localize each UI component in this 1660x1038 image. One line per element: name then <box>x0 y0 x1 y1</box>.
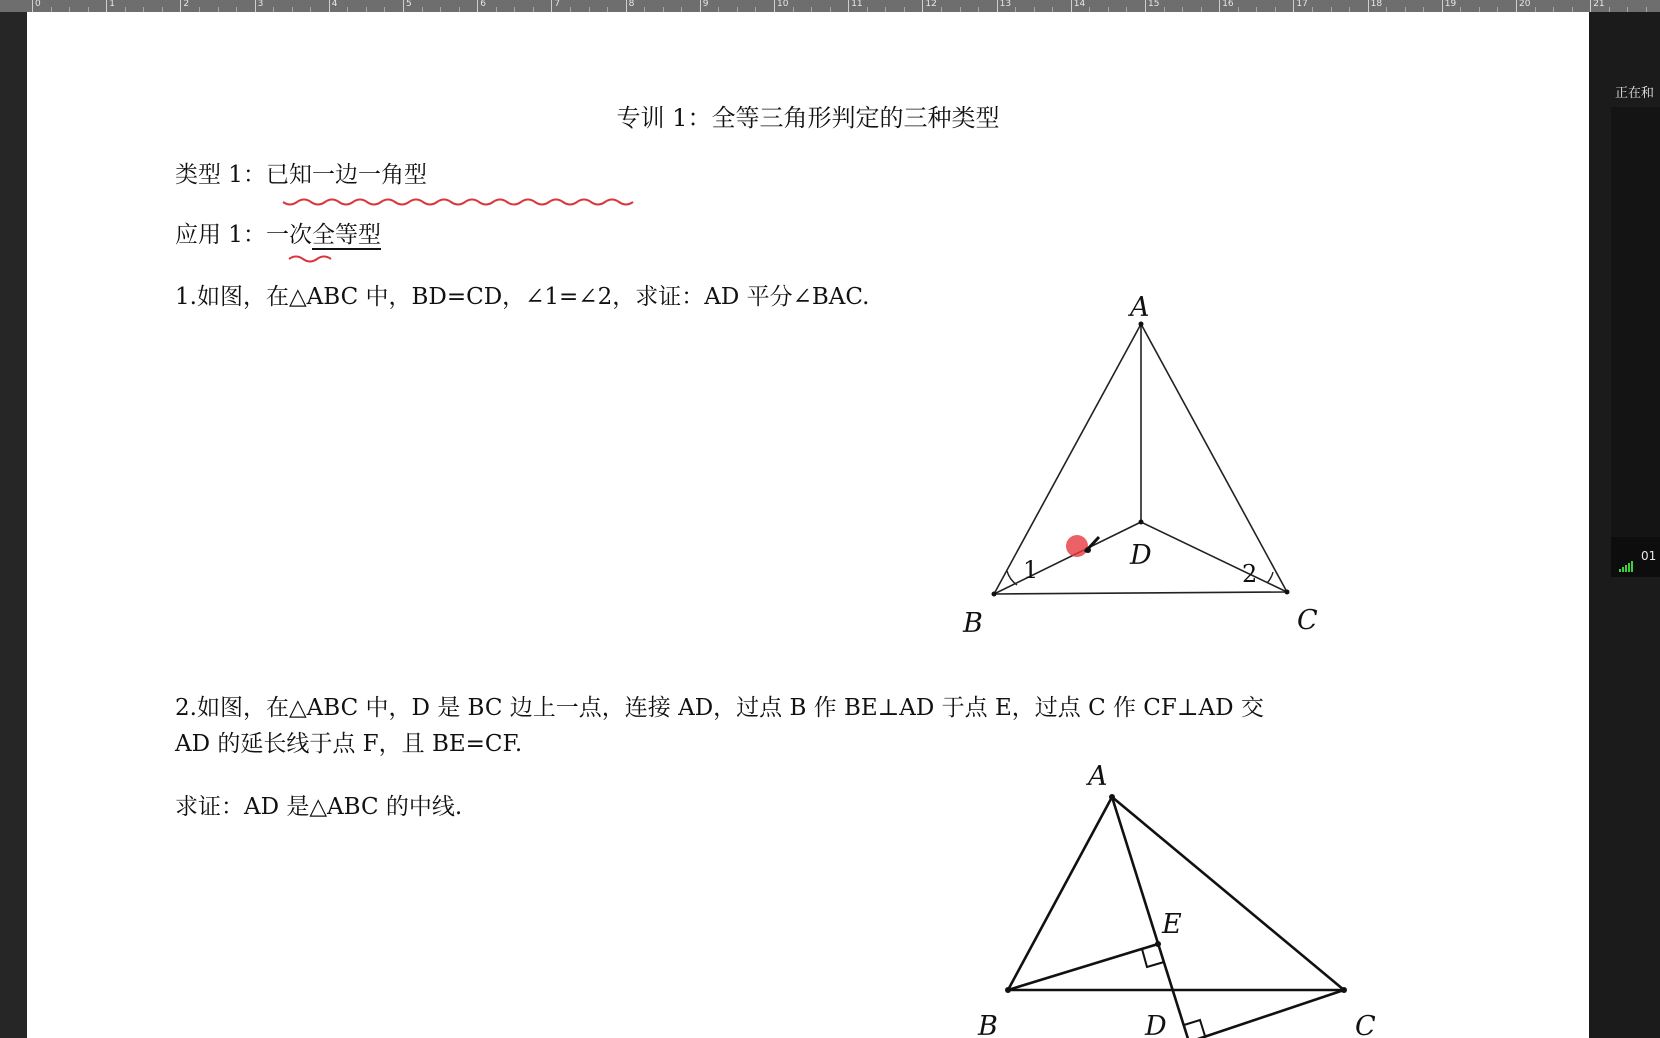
ruler-number: 18 <box>1370 0 1383 9</box>
document-title: 专训 1：全等三角形判定的三种类型 <box>616 104 1000 132</box>
left-margin <box>0 12 27 1038</box>
ruler-number: 9 <box>702 0 709 9</box>
ruler-number: 19 <box>1444 0 1457 9</box>
ruler-tick <box>551 0 552 12</box>
ruler-number: 20 <box>1519 0 1531 9</box>
problem2-line2: AD 的延长线于点 F，且 BE=CF. <box>175 731 523 757</box>
ruler-tick <box>997 0 998 12</box>
ruler-number: 5 <box>406 0 412 9</box>
ruler-tick <box>1293 0 1294 12</box>
segment2-AC <box>1112 797 1344 990</box>
segment-BC <box>994 592 1287 594</box>
ruler-tick <box>1145 0 1146 12</box>
ruler-number: 6 <box>480 0 486 9</box>
label2-A: A <box>1088 761 1108 792</box>
ruler-number: 2 <box>183 0 190 9</box>
label-angle1: 1 <box>1023 556 1039 584</box>
label-angle2: 2 <box>1242 560 1258 588</box>
ruler-number: 12 <box>925 0 937 9</box>
segment-AB <box>994 324 1141 594</box>
label-A: A <box>1130 292 1150 323</box>
ruler-number: 14 <box>1073 0 1086 9</box>
point-B <box>992 592 997 597</box>
point-D <box>1139 520 1144 525</box>
ruler-number: 8 <box>628 0 635 9</box>
ruler-tick <box>32 0 33 12</box>
segment-CD <box>1141 522 1287 592</box>
segment2-AB <box>1008 797 1112 990</box>
segment2-CF <box>1189 990 1344 1038</box>
app1-prefix: 应用 1： <box>175 222 266 248</box>
problem2-prove: 求证：AD 是△ABC 的中线. <box>175 794 463 820</box>
problem1-text: 1.如图，在△ABC 中，BD=CD，∠1=∠2，求证：AD 平分∠BAC. <box>175 284 870 310</box>
label2-E: E <box>1162 909 1182 940</box>
signal-value: 01 <box>1641 549 1657 563</box>
label-B: B <box>963 608 983 639</box>
ruler-tick <box>106 0 107 12</box>
red-squiggle-under-yici <box>289 257 331 262</box>
angle2-arc <box>1267 572 1273 583</box>
label2-C: C <box>1355 1011 1376 1038</box>
ruler-tick <box>848 0 849 12</box>
point-C <box>1285 590 1290 595</box>
ruler-number: 3 <box>257 0 264 9</box>
ruler-tick <box>774 0 775 12</box>
ruler-tick <box>1516 0 1517 12</box>
ruler-tick <box>1219 0 1220 12</box>
signal-bars-icon <box>1619 553 1634 572</box>
right-side-panel <box>1589 12 1660 1038</box>
document-page <box>27 12 1589 1038</box>
ruler-number: 11 <box>851 0 863 9</box>
problem2-line1: 2.如图，在△ABC 中，D 是 BC 边上一点，连接 AD，过点 B 作 BE⊥AD 于点 E，过点 C 作 CF⊥AD 交 <box>175 695 1264 721</box>
ruler-tick <box>1368 0 1369 12</box>
signal-indicator <box>1611 537 1660 577</box>
ruler-number: 16 <box>1222 0 1234 9</box>
type1-prefix: 类型 1： <box>175 162 266 188</box>
point2-E <box>1155 941 1161 947</box>
label2-B: B <box>978 1011 998 1038</box>
point2-C <box>1341 987 1347 993</box>
annotation-layer <box>27 12 1589 1038</box>
ruler-number: 4 <box>331 0 338 9</box>
side-panel-inner <box>1611 107 1660 547</box>
ruler-number: 13 <box>999 0 1012 9</box>
ruler-tick <box>700 0 701 12</box>
red-squiggle-underline <box>283 200 633 205</box>
ruler-tick <box>1442 0 1443 12</box>
label2-D: D <box>1145 1011 1167 1038</box>
label-D: D <box>1130 540 1152 571</box>
ruler-number: 21 <box>1593 0 1605 9</box>
point2-A <box>1109 794 1115 800</box>
ruler-tick <box>255 0 256 12</box>
ruler-number: 17 <box>1296 0 1308 9</box>
segment-AC <box>1141 324 1287 592</box>
ruler-number: 10 <box>777 0 789 9</box>
ruler-tick <box>329 0 330 12</box>
pointer-cursor <box>1066 535 1099 557</box>
ruler-tick <box>1071 0 1072 12</box>
ruler-number: 0 <box>35 0 41 9</box>
type1-name: 已知一边一角型 <box>265 162 427 188</box>
ruler-tick <box>1590 0 1591 12</box>
ruler-number: 7 <box>554 0 561 9</box>
ruler-tick <box>626 0 627 12</box>
segment-BD <box>994 522 1141 594</box>
point2-B <box>1005 987 1011 993</box>
figure1-triangle <box>962 292 1318 639</box>
ruler-tick <box>477 0 478 12</box>
label-C: C <box>1297 605 1318 636</box>
figure2-triangle <box>977 761 1376 1038</box>
ruler-number: 15 <box>1148 0 1160 9</box>
ruler-tick <box>403 0 404 12</box>
ruler-tick <box>180 0 181 12</box>
ruler-number: 1 <box>109 0 115 9</box>
app1-name-part1: 一次 <box>265 222 312 248</box>
top-ruler <box>0 0 1660 12</box>
app1-name-part2: 全等型 <box>311 222 381 248</box>
ruler-tick <box>922 0 923 12</box>
live-status-text: 正在和 <box>1615 86 1655 101</box>
